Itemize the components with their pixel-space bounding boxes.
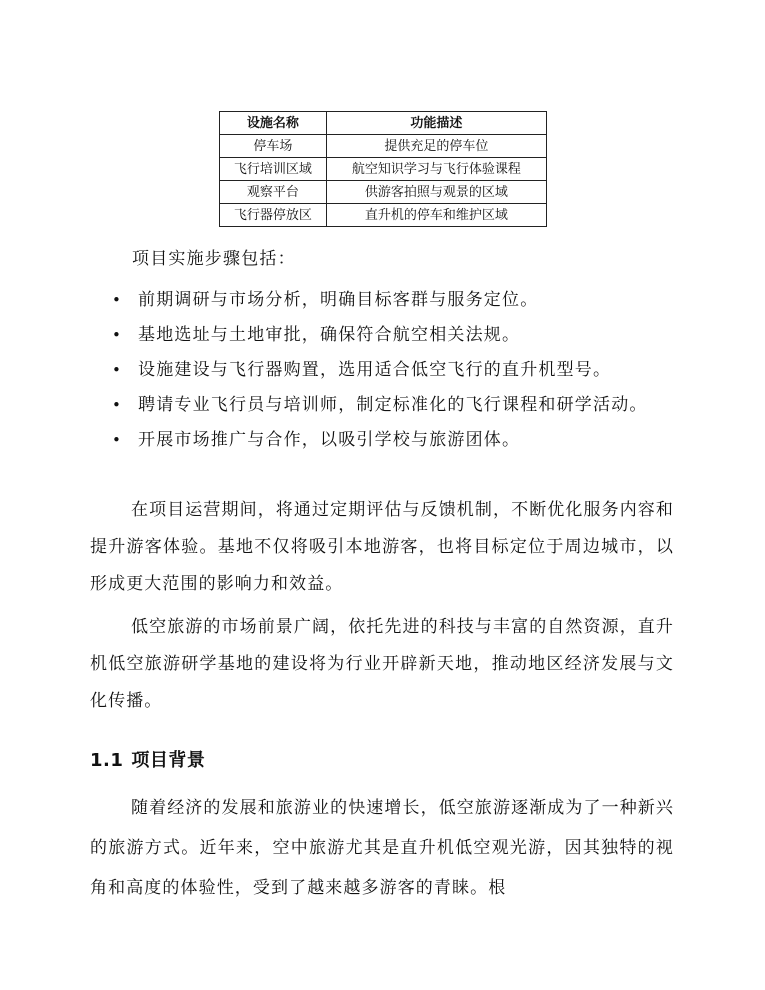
section-number: 1.1 bbox=[90, 750, 124, 771]
table-cell: 停车场 bbox=[220, 135, 327, 158]
section-heading bbox=[90, 746, 205, 772]
steps-list bbox=[112, 283, 672, 458]
table-row bbox=[220, 181, 547, 204]
table-cell: 飞行器停放区 bbox=[220, 204, 327, 227]
bullet-icon: • bbox=[112, 361, 123, 379]
paragraph-market-outlook: 低空旅游的市场前景广阔，依托先进的科技与丰富的自然资源，直升机低空旅游研学基地的建设将为行业开辟新天地，推动地区经济发展与文化传播。 bbox=[90, 617, 674, 711]
list-item-text: 聘请专业飞行员与培训师，制定标准化的飞行课程和研学活动。 bbox=[138, 395, 648, 415]
list-item bbox=[112, 388, 672, 423]
table-header-cell: 功能描述 bbox=[326, 112, 546, 135]
list-item-text: 开展市场推广与合作，以吸引学校与旅游团体。 bbox=[138, 430, 521, 450]
bullet-icon: • bbox=[112, 291, 123, 309]
table-header-cell: 设施名称 bbox=[220, 112, 327, 135]
bullet-icon: • bbox=[112, 431, 123, 449]
bullet-icon: • bbox=[112, 326, 123, 344]
table-row bbox=[220, 135, 547, 158]
section-title: 项目背景 bbox=[131, 750, 206, 771]
steps-intro: 项目实施步骤包括： bbox=[132, 249, 296, 269]
paragraph-operations: 在项目运营期间，将通过定期评估与反馈机制，不断优化服务内容和提升游客体验。基地不仅将吸引本地游客，也将目标定位于周边城市，以形成更大范围的影响力和效益。 bbox=[90, 500, 674, 594]
list-item-text: 设施建设与飞行器购置，选用适合低空飞行的直升机型号。 bbox=[138, 360, 612, 380]
table-cell: 直升机的停车和维护区域 bbox=[326, 204, 546, 227]
table-cell: 供游客拍照与观景的区域 bbox=[326, 181, 546, 204]
table-cell: 观察平台 bbox=[220, 181, 327, 204]
bullet-icon: • bbox=[112, 396, 123, 414]
list-item-text: 前期调研与市场分析，明确目标客群与服务定位。 bbox=[138, 290, 539, 310]
list-item bbox=[112, 423, 672, 458]
paragraph-background: 随着经济的发展和旅游业的快速增长，低空旅游逐渐成为了一种新兴的旅游方式。近年来，空中旅游尤其是直升机低空观光游，因其独特的视角和高度的体验性，受到了越来越多游客的青睐。根 bbox=[90, 798, 674, 898]
table-cell: 飞行培训区域 bbox=[220, 158, 327, 181]
table-header-row bbox=[220, 112, 547, 135]
table-cell: 提供充足的停车位 bbox=[326, 135, 546, 158]
table-row bbox=[220, 158, 547, 181]
list-item bbox=[112, 353, 672, 388]
table-row bbox=[220, 204, 547, 227]
table-cell: 航空知识学习与飞行体验课程 bbox=[326, 158, 546, 181]
list-item bbox=[112, 318, 672, 353]
list-item bbox=[112, 283, 672, 318]
list-item-text: 基地选址与土地审批，确保符合航空相关法规。 bbox=[138, 325, 521, 345]
facilities-table bbox=[219, 111, 547, 227]
